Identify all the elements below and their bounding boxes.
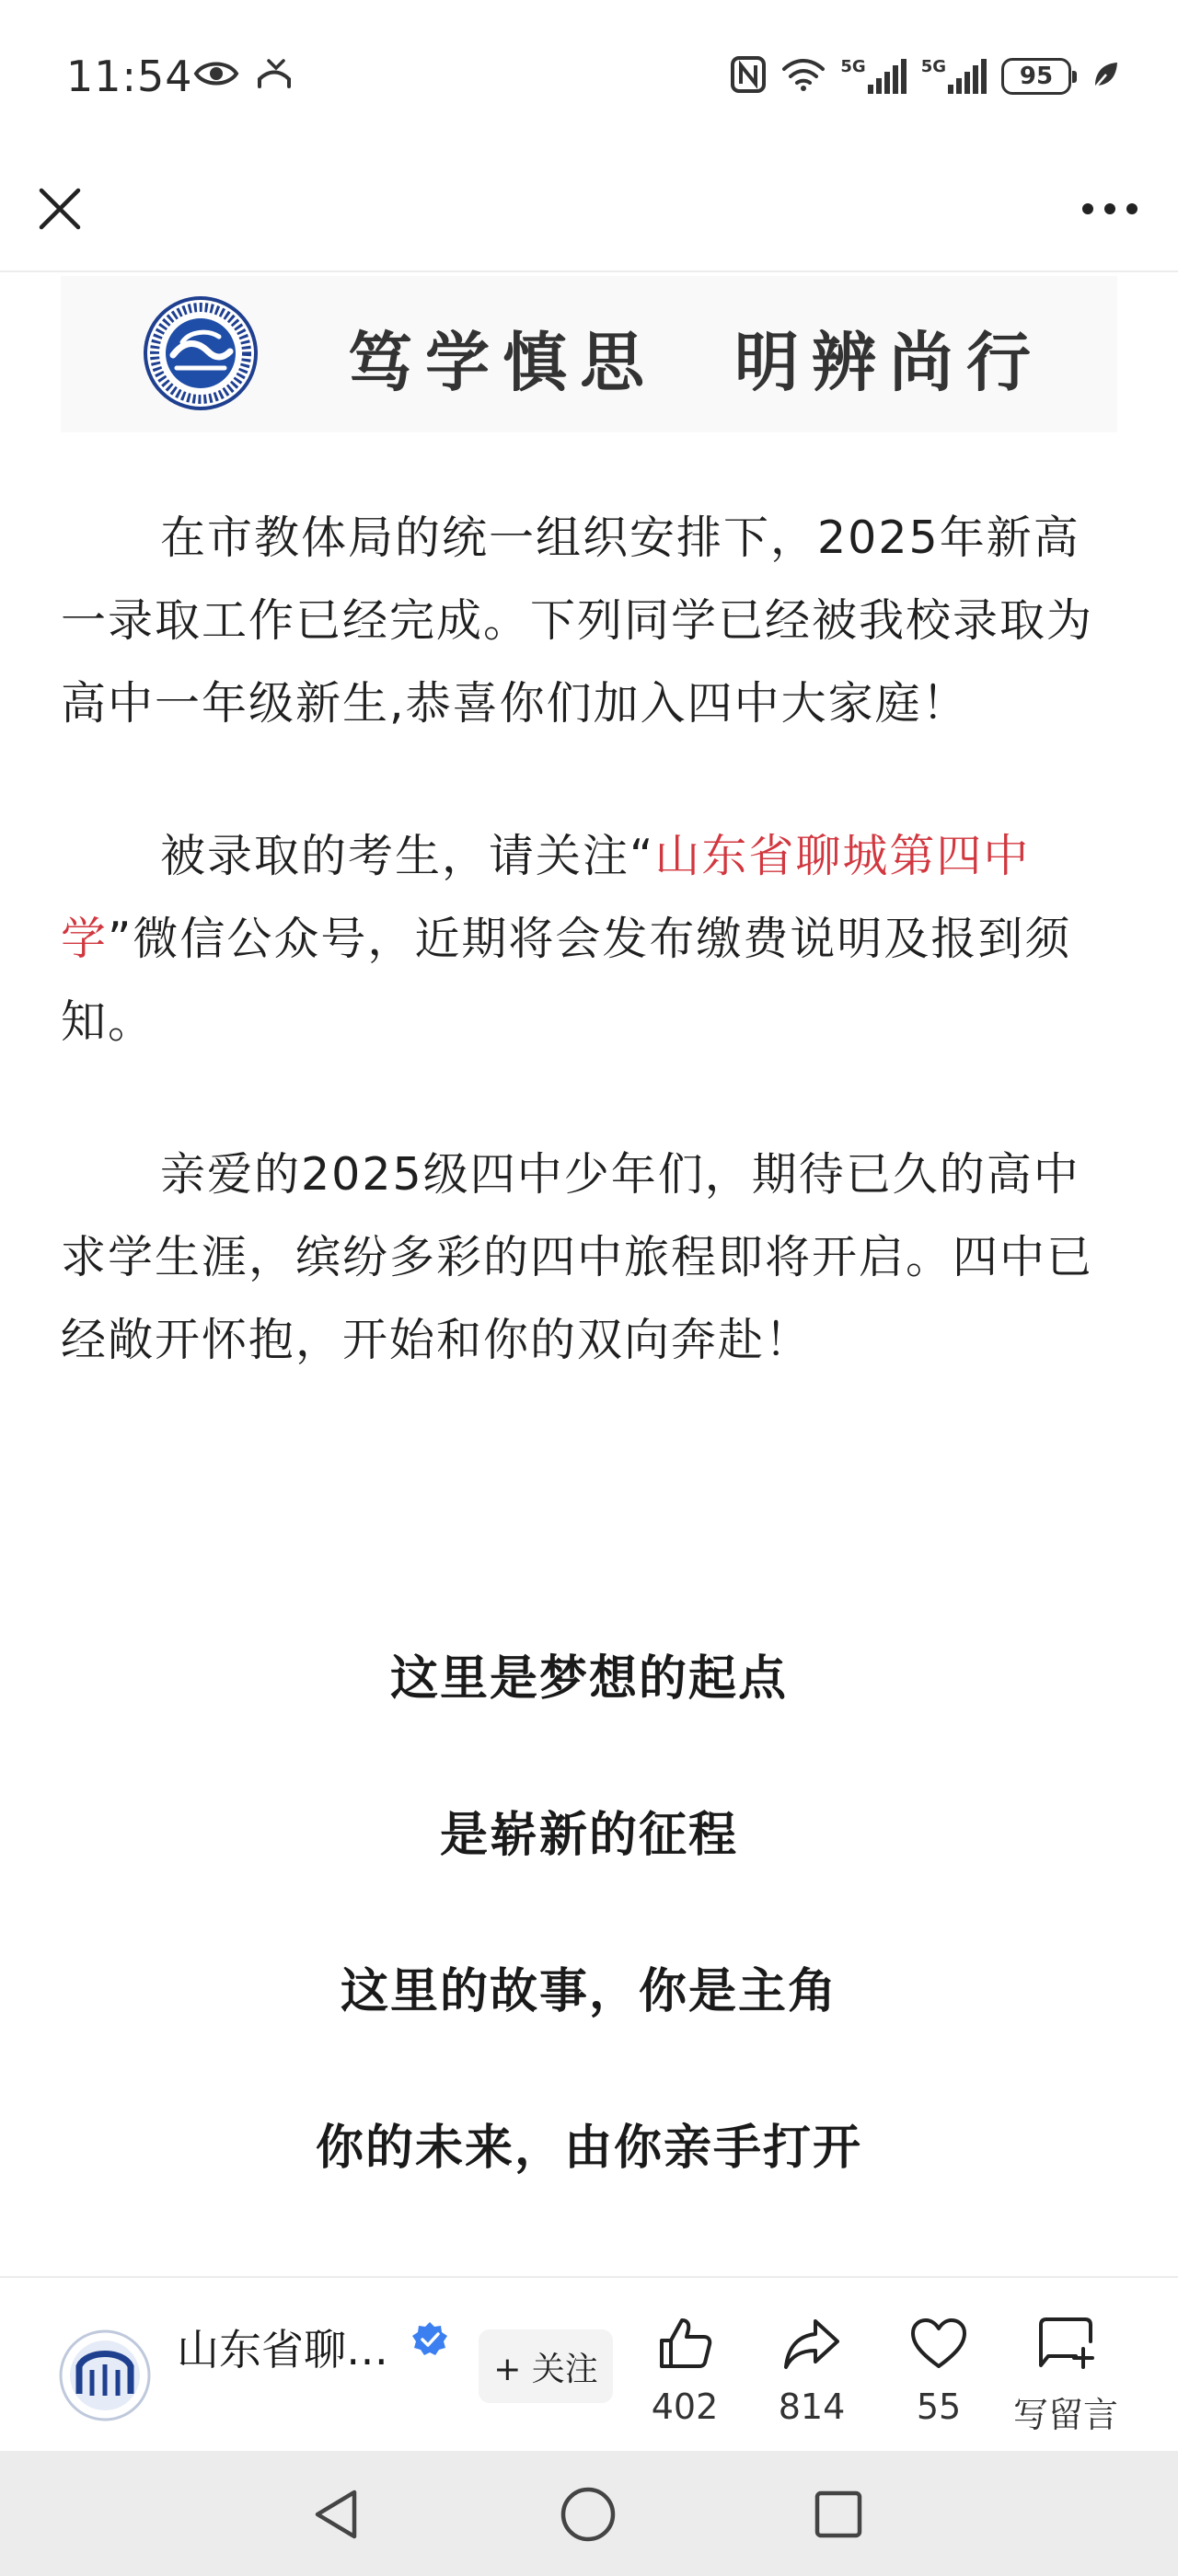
header-banner xyxy=(61,276,1117,432)
slogan-line: 这里是梦想的起点 xyxy=(389,1651,788,1707)
status-time: 11:54 xyxy=(66,52,193,101)
share-button[interactable] xyxy=(747,2311,876,2427)
recents-button[interactable] xyxy=(806,2482,871,2547)
share-count: 814 xyxy=(778,2386,846,2427)
account-link[interactable]: 山东省聊城第四中学 xyxy=(61,830,1031,965)
heart-icon xyxy=(909,2317,968,2370)
signal-2-icon: 5G xyxy=(921,59,987,94)
back-button[interactable] xyxy=(304,2482,368,2547)
wifi-icon xyxy=(781,57,826,96)
close-button[interactable] xyxy=(28,177,92,241)
follow-button[interactable]: + 关注 xyxy=(479,2329,613,2403)
article-paragraph-3: 亲爱的2025级四中少年们，期待已久的高中求学生涯，缤纷多彩的四中旅程即将开启。四中已经敞开怀抱，开始和你的双向奔赴！ xyxy=(61,1148,1094,1366)
missed-call-icon xyxy=(256,57,293,94)
recents-square-icon xyxy=(813,2489,864,2540)
eye-icon xyxy=(193,58,239,93)
battery-icon: 95 xyxy=(1001,58,1071,95)
more-button[interactable] xyxy=(1073,177,1147,241)
comment-label: 写留言 xyxy=(1012,2395,1118,2435)
school-seal-logo xyxy=(142,294,260,416)
close-icon xyxy=(38,187,82,231)
write-comment-button[interactable] xyxy=(1001,2311,1130,2437)
article-paragraph-1: 在市教体局的统一组织安排下，2025年新高一录取工作已经完成。下列同学已经被我校录取为高中一年级新生,恭喜你们加入四中大家庭！ xyxy=(61,512,1094,730)
school-motto: 笃学慎思 明辨尚行 xyxy=(348,324,1044,400)
like-count: 402 xyxy=(651,2386,719,2427)
favorite-count: 55 xyxy=(916,2386,962,2427)
home-circle-icon xyxy=(560,2486,617,2543)
slogan-line: 你的未来，由你亲手打开 xyxy=(315,2121,862,2176)
home-button[interactable] xyxy=(556,2482,620,2547)
system-nav-bar xyxy=(0,2451,1178,2576)
signal-1-icon: 5G xyxy=(840,59,906,94)
more-horizontal-icon xyxy=(1081,202,1138,215)
favorite-button[interactable] xyxy=(874,2311,1003,2427)
article-paragraph-2: 被录取的考生，请关注“山东省聊城第四中学”微信公众号，近期将会发布缴费说明及报到须知。 xyxy=(61,830,1072,1048)
action-bar xyxy=(0,2276,1178,2453)
share-arrow-icon xyxy=(782,2316,841,2371)
leaf-icon xyxy=(1091,60,1119,93)
nfc-icon xyxy=(730,55,767,98)
account-name[interactable]: 山东省聊… xyxy=(177,2325,388,2375)
back-triangle-icon xyxy=(310,2487,362,2542)
article-body xyxy=(61,497,1117,1382)
like-button[interactable] xyxy=(620,2311,749,2427)
slogan-line: 是崭新的征程 xyxy=(439,1808,738,1863)
slogan-line: 这里的故事，你是主角 xyxy=(340,1964,837,2019)
slogan-list xyxy=(0,1642,1178,2268)
verified-badge-icon xyxy=(410,2320,449,2363)
account-avatar[interactable] xyxy=(59,2329,151,2421)
status-bar xyxy=(0,0,1178,156)
top-nav xyxy=(0,156,1178,272)
thumbs-up-icon xyxy=(656,2315,713,2372)
comment-plus-icon xyxy=(1035,2316,1096,2371)
